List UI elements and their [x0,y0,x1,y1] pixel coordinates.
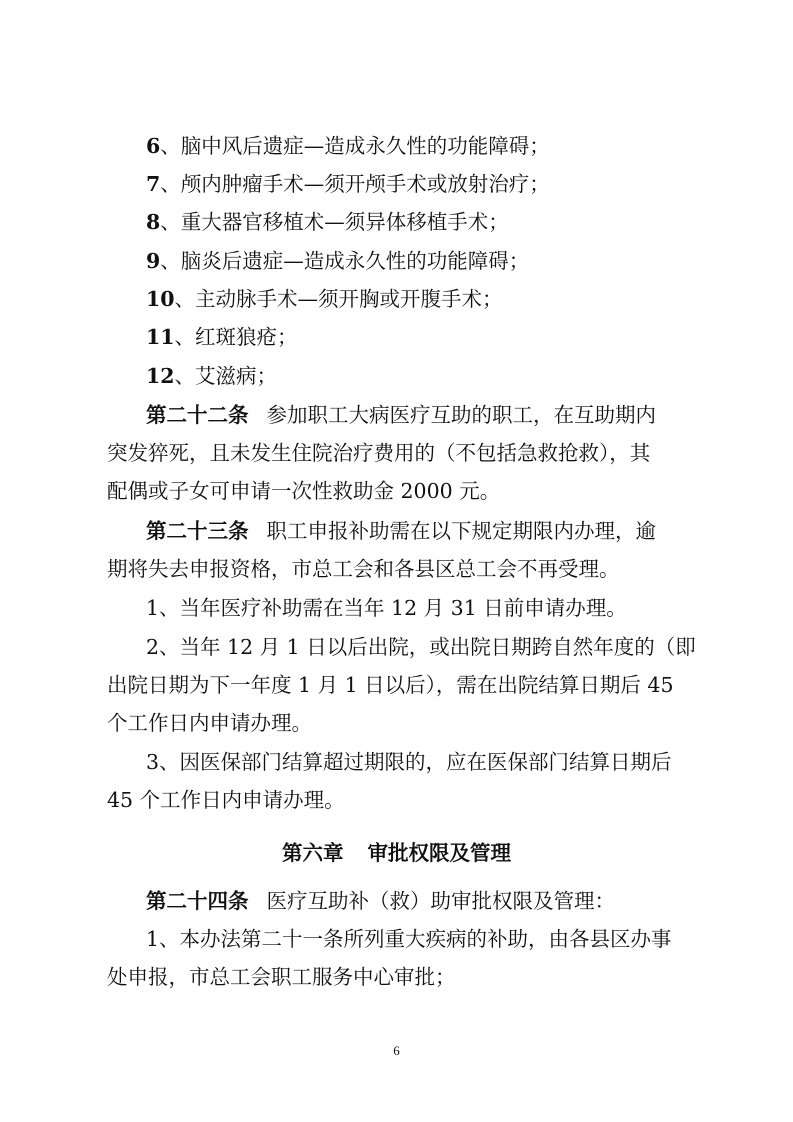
article-22-first-line [0,405,793,426]
article-23-item-2-line: 个工作日内申请办理。 [107,711,312,735]
article-title: 第二十三条 [146,519,249,543]
list-item-text: 、主动脉手术—须开胸或开腹手术； [174,287,503,311]
article-text: 参加职工大病医疗互助的职工，在互助期内 [266,403,656,427]
article-text: 职工申报补助需在以下规定期限内办理，逾 [266,519,656,543]
list-item-text: 、颅内肿瘤手术—须开颅手术或放射治疗； [160,172,550,196]
list-item-text: 、艾滋病； [174,364,278,388]
article-title: 第二十四条 [146,889,249,913]
list-item-number: 7 [146,172,161,196]
article-23-item-3-line: 45 个工作日内申请办理。 [107,788,345,812]
article-23-item-3: 3、因医保部门结算超过期限的，应在医保部门结算日期后 [146,750,672,774]
chapter-label: 第六章 [282,841,344,865]
article-23-item-2-line: 出院日期为下一年度 1 月 1 日以后），需在出院结算日期后 45 [107,673,674,697]
list-item-number: 11 [146,325,175,349]
article-23-first-line [0,521,793,542]
list-item-number: 9 [146,249,161,273]
article-title: 第二十二条 [146,403,249,427]
list-item [0,327,793,348]
list-item-text: 、红斑狼疮； [174,325,298,349]
article-24-item-1-line: 处申报，市总工会职工服务中心审批； [107,965,456,989]
list-item-number: 6 [146,134,161,158]
list-item [0,174,793,195]
list-item-number: 8 [146,210,161,234]
list-item-text: 、脑炎后遗症—造成永久性的功能障碍； [160,249,530,273]
list-item-number: 12 [146,364,175,388]
article-22-line: 配偶或子女可申请一次性救助金 2000 元。 [107,479,501,503]
article-text: 医疗互助补（救）助审批权限及管理： [266,889,615,913]
list-item [0,212,793,233]
article-23-line: 期将失去申报资格，市总工会和各县区总工会不再受理。 [107,557,620,581]
list-item-text: 、重大器官移植术—须异体移植手术； [160,210,509,234]
article-24-item-1: 1、本办法第二十一条所列重大疾病的补助，由各县区办事 [146,927,672,951]
chapter-title: 审批权限及管理 [367,841,511,865]
article-23-item-1: 1、当年医疗补助需在当年 12 月 31 日前申请办理。 [146,596,627,620]
list-item [0,289,793,310]
chapter-heading [0,843,793,864]
list-item [0,136,793,157]
list-item-text: 、脑中风后遗症—造成永久性的功能障碍； [160,134,550,158]
article-22-line: 突发猝死，且未发生住院治疗费用的（不包括急救抢救），其 [107,441,651,465]
page-number: 6 [393,1043,400,1058]
list-item [0,366,793,387]
article-23-item-2: 2、当年 12 月 1 日以后出院，或出院日期跨自然年度的（即 [146,635,696,659]
list-item-number: 10 [146,287,175,311]
article-24-first-line [0,891,793,912]
list-item [0,251,793,272]
